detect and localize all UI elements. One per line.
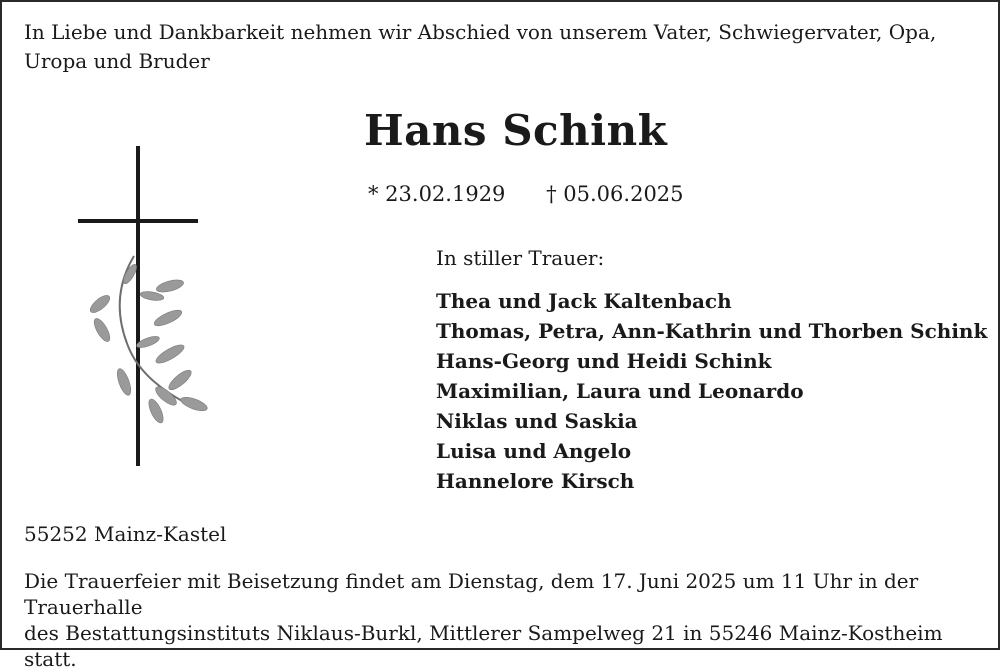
death-date: † 05.06.2025 [546, 182, 684, 206]
mourners-heading: In stiller Trauer: [436, 246, 605, 270]
life-dates [368, 182, 684, 206]
location-text: 55252 Mainz-Kastel [24, 522, 227, 546]
mourner-name: Hannelore Kirsch [436, 469, 635, 493]
deceased-name: Hans Schink [364, 106, 668, 155]
mourner-name: Hans-Georg und Heidi Schink [436, 349, 772, 373]
birth-date: * 23.02.1929 [368, 182, 506, 206]
intro-line-2: Uropa und Bruder [24, 49, 210, 73]
mourners-list [436, 286, 987, 496]
ceremony-line-1: Die Trauerfeier mit Beisetzung findet am Dienstag, dem 17. Juni 2025 um 11 Uhr in der Trauerhalle [24, 569, 919, 619]
cross-with-olive-branch-icon [72, 146, 222, 476]
mourner-name: Luisa und Angelo [436, 439, 632, 463]
mourner-name: Thomas, Petra, Ann-Kathrin und Thorben Schink [436, 319, 988, 343]
intro-text [24, 18, 964, 76]
mourner-name: Maximilian, Laura und Leonardo [436, 379, 804, 403]
intro-line-1: In Liebe und Dankbarkeit nehmen wir Abschied von unserem Vater, Schwiegervater, Opa, [24, 20, 937, 44]
ceremony-text [24, 568, 984, 672]
ceremony-line-2: des Bestattungsinstituts Niklaus-Burkl, Mittlerer Sampelweg 21 in 55246 Mainz-Kostheim statt. [24, 621, 943, 671]
mourner-name: Thea und Jack Kaltenbach [436, 289, 732, 313]
mourner-name: Niklas und Saskia [436, 409, 638, 433]
